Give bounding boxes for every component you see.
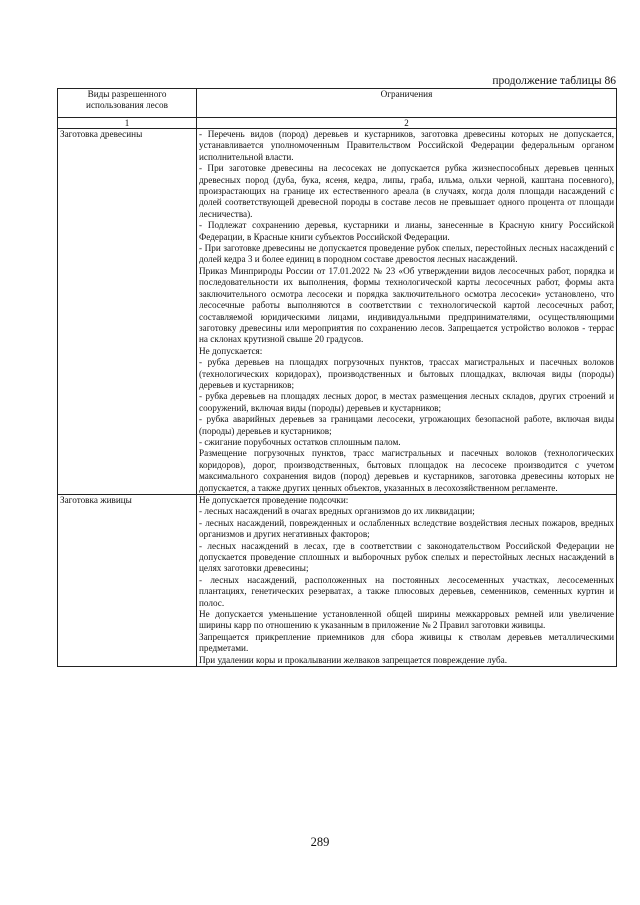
row-use-type: Заготовка живицы — [58, 495, 197, 667]
row-restrictions — [197, 129, 617, 495]
row-use-type: Заготовка древесины — [58, 129, 197, 495]
restriction-paragraph: Размещение погрузочных пунктов, трасс магистральных и пасечных волоков (технологических коридоров), дорог, производственных, бытовых площадок на лесосеке производится с учетом максимального сохранения видов (пород) деревьев и кустарников, заготовка древесины которых не допускается, а также других ценных объектов, указанных в лесохозяйственном регламенте. — [199, 448, 614, 493]
restriction-paragraph: - лесных насаждений, расположенных на постоянных лесосеменных участках, лесосеменных плантациях, генетических резерватах, а также плюсовых деревьев, семенников, семенных куртин и полос. — [199, 574, 614, 608]
restriction-paragraph: Приказ Минприроды России от 17.01.2022 № 23 «Об утверждении видов лесосечных работ, порядка и последовательности их выполнения, формы технологической карты лесосечных работ, формы акта заключительного осмотра лесосеки и порядка заключительного осмотра лесосеки» установлено, что лесосечные работы выполняются в соответствии с технологической картой лесосечных работ, составляемой юридическими лицами, индивидуальными предпринимателями, осуществляющими заготовку древесины или мероприятия по сохранению лесов. Запрещается устройство волоков - террас на склонах крутизной свыше 20 градусов. — [199, 265, 614, 345]
restriction-paragraph: При удалении коры и прокалывании желваков запрещается повреждение луба. — [199, 654, 508, 665]
page-number: 289 — [310, 835, 330, 849]
continuation-title: продолжение таблицы 86 — [492, 75, 616, 87]
restriction-paragraph: - лесных насаждений в очагах вредных организмов до их ликвидации; — [199, 506, 475, 517]
column-number-2: 2 — [197, 118, 617, 129]
header-restrictions: Ограничения — [197, 89, 617, 118]
restriction-paragraph: - При заготовке древесины не допускается проведение рубок спелых, перестойных лесных насаждений с долей кедра 3 и более единиц в породном составе древостоя лесных насаждений. — [199, 243, 614, 265]
restriction-paragraph: - рубка деревьев на площадях погрузочных пунктов, трассах магистральных и пасечных волоков (технологических коридорах), производственных и бытовых площадках, включая виды (породы) деревьев и кустарников; — [199, 357, 614, 390]
header-use-type: Виды разрешенного использования лесов — [58, 89, 197, 118]
restriction-paragraph: - Подлежат сохранению деревья, кустарники и лианы, занесенные в Красную книгу Российской Федерации, в Красные книги субъектов Российской Федерации. — [199, 220, 614, 242]
restriction-paragraph: - лесных насаждений, поврежденных и ослабленных вследствие воздействия лесных пожаров, вредных организмов и других негативных факторов; — [199, 517, 614, 540]
restriction-paragraph: Не допускается уменьшение установленной общей ширины межкарровых ремней или увеличение ширины карр по отношению к указанным в приложение № 2 Правил заготовки живицы. — [199, 609, 614, 631]
column-numbers-row — [58, 118, 617, 129]
column-number-1: 1 — [58, 118, 197, 129]
row-restrictions — [197, 495, 617, 667]
table-header-row — [58, 89, 617, 118]
restriction-paragraph: - лесных насаждений в лесах, где в соответствии с законодательством Российской Федерации не допускается проведение сплошных и выборочных рубок спелых и перестойных лесных насаждений в целях заготовки древесины; — [199, 540, 614, 574]
restriction-paragraph: - сжигание порубочных остатков сплошным палом. — [199, 436, 401, 447]
restriction-paragraph: - рубка деревьев на площадях лесных дорог, в местах размещения лесных складов, других строений и сооружений, включая виды (породы) деревьев и кустарников; — [199, 391, 614, 413]
restrictions-table — [57, 88, 617, 667]
restriction-paragraph: Запрещается прикрепление приемников для сбора живицы к стволам деревьев металлическими предметами. — [199, 631, 614, 654]
restriction-paragraph: - Перечень видов (пород) деревьев и кустарников, заготовка древесины которых не допускается, устанавливается уполномоченным Правительством Российской Федерации федеральным органом исполнительной власти. — [199, 129, 614, 162]
restriction-paragraph: Не допускается проведение подсочки: — [199, 495, 349, 505]
table-row — [58, 495, 617, 667]
restriction-paragraph: - рубка аварийных деревьев за границами лесосеки, угрожающих безопасной работе, включая виды (породы) деревьев и кустарников; — [199, 414, 614, 436]
restriction-paragraph: Не допускается: — [199, 345, 263, 356]
restriction-paragraph: - При заготовке древесины на лесосеках не допускается рубка жизнеспособных деревьев ценных древесных пород (дуба, бука, ясеня, кедра, липы, граба, ильма, ольхи черной, каштана посевного), произрастающих на границе их естественного ареала (в случаях, когда доля площади насаждений с долей соответствующей древесной породы в составе лесов не превышает одного процента от площади лесничества). — [199, 163, 614, 219]
table-row — [58, 129, 617, 495]
